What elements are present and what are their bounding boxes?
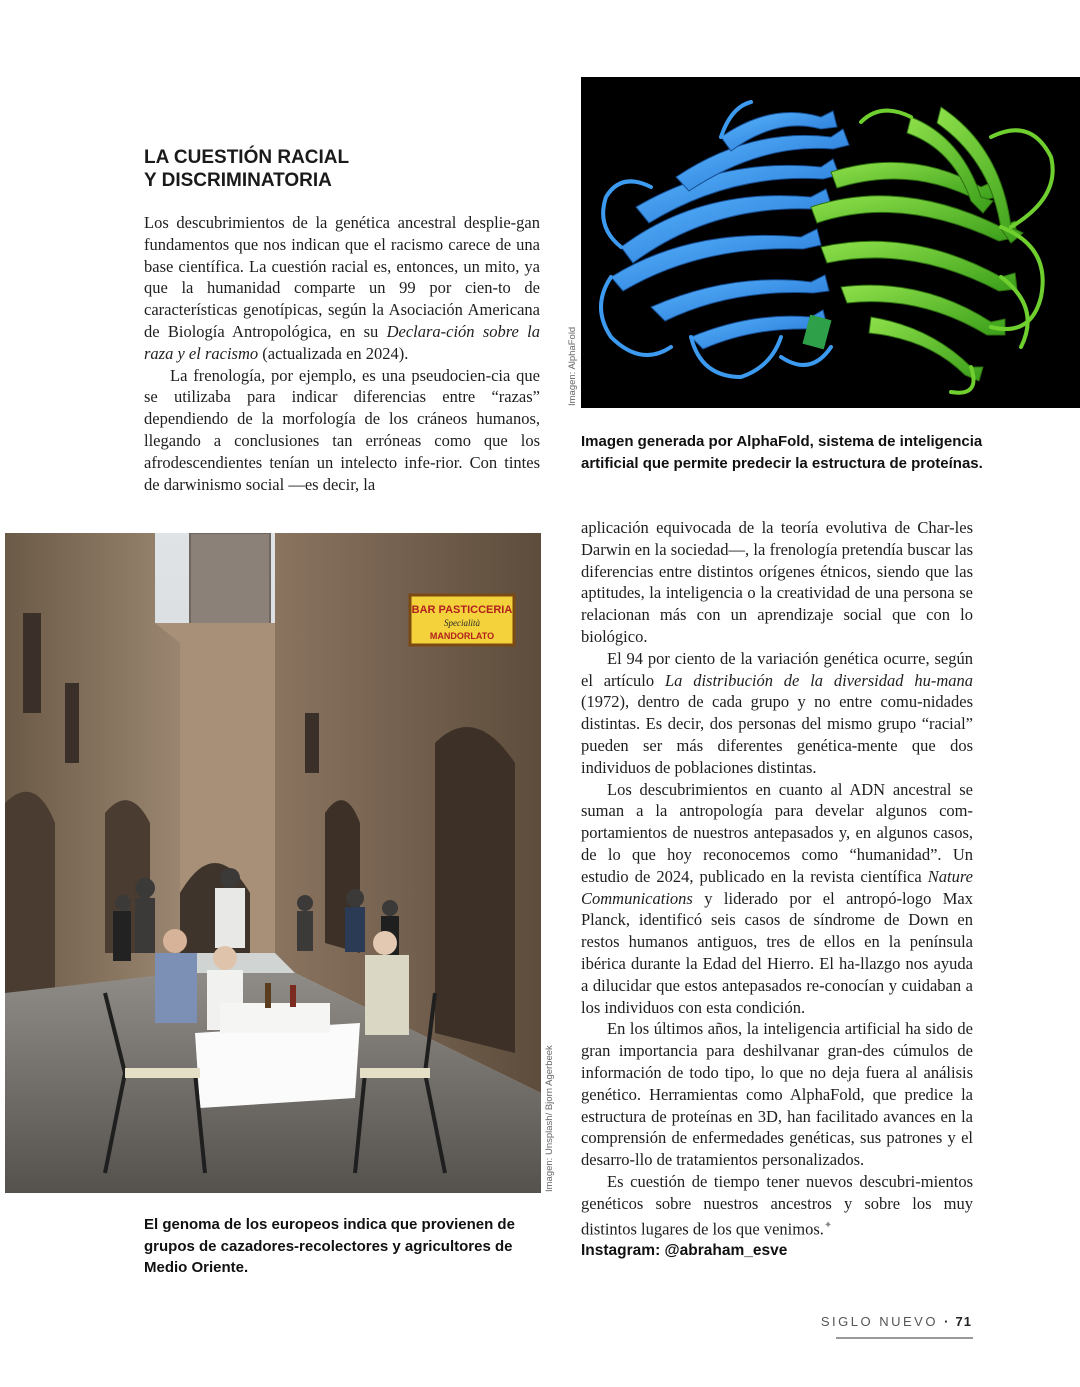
section-title-line1: LA CUESTIÓN RACIAL	[144, 147, 350, 168]
magazine-name: SIGLO NUEVO	[820, 1314, 938, 1329]
paragraph: Los descubrimientos en cuanto al ADN ancestral se suman a la antropología para develar algunos com-portamientos de nuestros antepasados y, en algunos casos, de lo que hoy reconocemos como “humanidad”. Un estudio de 2024, publicado en la revista científica Nature Communications y liderado por el antropó-logo Max Planck, identificó seis casos de síndrome de Down en restos humanos antiguos, tres de ellos en la península ibérica durante la Edad del Hierro. El ha-llazgo nos ayuda a dilucidar que estos antepasados re-conocían y cuidaban a los individuos con esta condición.	[581, 779, 973, 1017]
street-photo-caption: El genoma de los europeos indica que provienen de grupos de cazadores-recolectores y agricultores de Medio Oriente.	[144, 1216, 515, 1276]
italic-title: La distribución de la diversidad hu-mana	[664, 670, 974, 690]
paragraph: El 94 por ciento de la variación genética ocurre, según el artículo La distribución de la diversidad hu-mana (1972), dentro de cada grupo y no entre comu-nidades distintas. Es decir, dos personas del mismo grupo “racial” pueden ser más diferentes genética-mente que dos individuos de poblaciones distintas.	[581, 648, 974, 777]
paragraph: Es cuestión de tiempo tener nuevos descubri-mientos genéticos sobre nuestros ancestros y sobre los muy distintos lugares de los que venimos.✦	[581, 1171, 973, 1238]
author-instagram: Instagram: @abraham_esve	[581, 1241, 788, 1259]
paragraph: La frenología, por ejemplo, es una pseudocien-cia que se utilizaba para indicar diferencias entre “razas” dependiendo de la morfología de los cráneos humanos, llegando a conclusiones tan erróneas como que los afrodescendientes tenían un intelecto infe-rior. Con tintes de darwinismo social —es decir, la	[144, 365, 540, 494]
body-column-2	[581, 517, 973, 1262]
italic-title: Declara-ción sobre la raza y el racismo	[144, 321, 540, 363]
page-number: 71	[955, 1314, 972, 1329]
alphafold-protein-image	[581, 77, 1080, 408]
section-title-line2: Y DISCRIMINATORIA	[144, 170, 332, 191]
protein-image-caption: Imagen generada por AlphaFold, sistema de inteligencia artificial que permite predecir la estructura de proteínas.	[581, 433, 983, 472]
paragraph: Los descubrimientos de la genética ancestral desplie-gan fundamentos que nos indican que el racismo carece de una base científica. La cuestión racial es, entonces, un mito, ya que la humanidad comparte un 99 por cien-to de características genotípicas, según la Asociación Americana de Biología Antropológica, en su Declara-ción sobre la raza y el racismo (actualizada en 2024).	[144, 213, 540, 363]
footer-separator: ·	[944, 1314, 950, 1329]
footer-rule	[836, 1337, 973, 1339]
italic-title: Nature Communications	[581, 866, 973, 908]
image-credit-alphafold: Imagen: AlphaFold	[567, 326, 578, 406]
bar-sign-line2: Specialità	[444, 618, 480, 628]
paragraph: En los últimos años, la inteligencia artificial ha sido de gran importancia para deshilvanar gran-des cúmulos de información de todo tipo, lo que no deja fuera al análisis genético. Herramientas como AlphaFold, que predice la estructura de proteínas en 3D, han facilitado avances en la comprensión de enfermedades genéticas, sus patrones y el desarro-llo de tratamientos personalizados.	[581, 1019, 973, 1170]
body-column-1	[144, 212, 540, 495]
bar-sign-line1: BAR PASTICCERIA	[411, 604, 513, 616]
protein-ribbon-illustration	[581, 77, 1080, 408]
street-scene-illustration	[5, 533, 541, 1193]
paragraph: aplicación equivocada de la teoría evolutiva de Char-les Darwin en la sociedad—, la frenología pretendía buscar las diferencias entre distintos orígenes étnicos, siendo que las aptitudes, la inteligencia o la creatividad de una persona se relacionan más con un aprendizaje social que con lo biológico.	[581, 518, 973, 646]
end-mark-icon: ✦	[823, 1219, 833, 1231]
bar-sign-line3: MANDORLATO	[429, 631, 495, 641]
page-footer	[821, 1314, 972, 1329]
image-credit-unsplash: Imagen: Unsplash/ Bjorn Agerbeek	[544, 1045, 555, 1192]
section-title	[144, 146, 544, 192]
street-cafe-photo	[5, 533, 541, 1193]
